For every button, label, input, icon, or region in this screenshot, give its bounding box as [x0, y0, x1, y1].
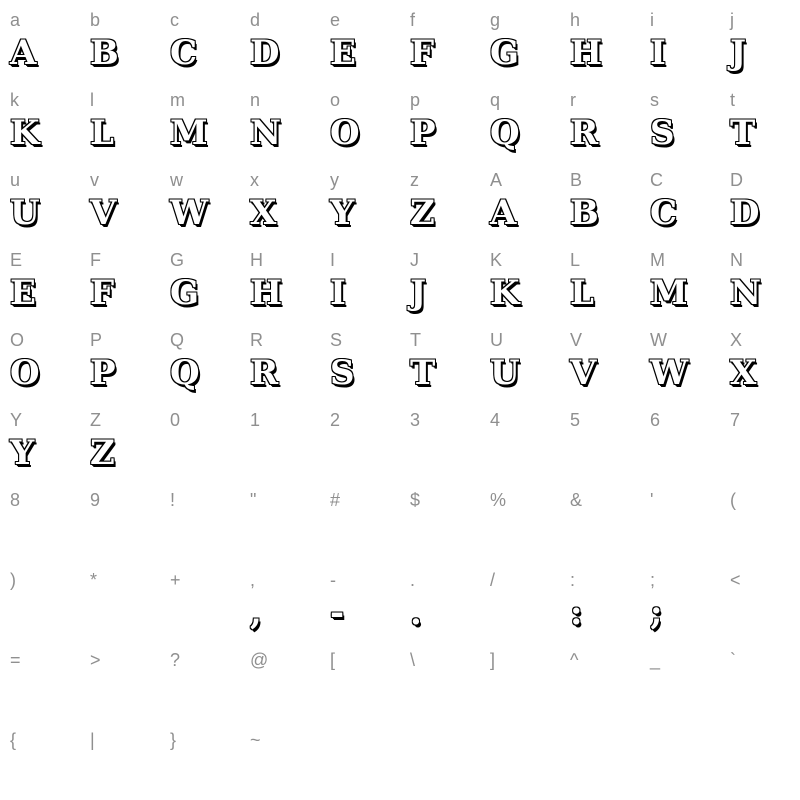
char-label: O: [10, 330, 25, 350]
char-glyph: C: [650, 193, 678, 233]
char-cell: [400, 480, 480, 560]
char-cell: [80, 720, 160, 800]
char-cell: [720, 320, 800, 400]
char-label: <: [730, 570, 741, 590]
char-label: U: [490, 330, 503, 350]
char-label: 2: [330, 410, 341, 430]
char-glyph: O: [10, 353, 40, 393]
char-label: S: [330, 330, 343, 350]
char-glyph: [170, 512, 240, 558]
char-glyph: T: [410, 353, 436, 393]
char-label: J: [410, 250, 419, 270]
char-cell: [240, 320, 320, 400]
char-glyph: -: [330, 593, 345, 633]
char-glyph: [250, 512, 320, 558]
char-label: =: [10, 650, 21, 670]
char-glyph: K: [10, 113, 40, 153]
char-glyph: I: [650, 33, 666, 73]
char-glyph: [570, 512, 640, 558]
char-cell: [160, 320, 240, 400]
char-cell: [720, 240, 800, 320]
char-cell: [240, 240, 320, 320]
char-cell: [0, 240, 80, 320]
char-label: l: [90, 90, 94, 110]
char-glyph: [570, 672, 640, 718]
char-glyph: B: [570, 193, 599, 233]
char-glyph: Z: [90, 433, 115, 473]
char-glyph: P: [90, 353, 116, 393]
char-cell: [560, 560, 640, 640]
char-glyph: Y: [330, 193, 355, 233]
char-label: Y: [10, 410, 23, 430]
char-cell: [80, 320, 160, 400]
char-glyph: ,: [250, 593, 262, 633]
char-cell: [80, 480, 160, 560]
char-glyph: F: [410, 33, 435, 73]
char-glyph: F: [90, 273, 115, 313]
char-glyph: [490, 512, 560, 558]
char-label: 6: [650, 410, 661, 430]
char-cell: [640, 240, 720, 320]
char-glyph: G: [170, 273, 200, 313]
char-glyph: I: [330, 273, 346, 313]
char-glyph: [170, 752, 240, 798]
char-label: K: [490, 250, 503, 270]
char-label: ^: [570, 650, 579, 670]
char-label: q: [490, 90, 501, 110]
char-label: u: [10, 170, 21, 190]
char-cell: [560, 160, 640, 240]
char-label: 8: [10, 490, 21, 510]
char-label: F: [90, 250, 101, 270]
char-cell: [400, 640, 480, 720]
char-label: 7: [730, 410, 741, 430]
char-label: a: [10, 10, 21, 30]
char-glyph: [250, 752, 320, 798]
char-glyph: [250, 432, 320, 478]
char-label: ]: [490, 650, 496, 670]
char-glyph: [170, 432, 240, 478]
char-label: A: [490, 170, 503, 190]
char-label: B: [570, 170, 583, 190]
char-label: *: [90, 570, 98, 590]
char-glyph: D: [250, 33, 280, 73]
char-cell: [640, 80, 720, 160]
char-cell: [80, 160, 160, 240]
char-cell: [240, 720, 320, 800]
char-cell: [80, 240, 160, 320]
char-label: /: [490, 570, 496, 590]
char-label: T: [410, 330, 421, 350]
char-label: @: [250, 650, 269, 670]
char-cell: [560, 0, 640, 80]
char-label: ,: [250, 570, 256, 590]
char-glyph: [90, 592, 160, 638]
char-label: $: [410, 490, 421, 510]
char-label: G: [170, 250, 185, 270]
char-glyph: C: [170, 33, 198, 73]
char-glyph: R: [250, 353, 279, 393]
char-label: Q: [170, 330, 185, 350]
char-label: !: [170, 490, 176, 510]
char-label: d: [250, 10, 261, 30]
char-glyph: [650, 512, 720, 558]
char-cell: [0, 480, 80, 560]
char-glyph: [330, 672, 400, 718]
char-label: }: [170, 730, 177, 750]
char-cell: [160, 720, 240, 800]
char-cell: [720, 400, 800, 480]
char-glyph: Y: [10, 433, 35, 473]
char-label: :: [570, 570, 576, 590]
char-cell: [480, 400, 560, 480]
char-glyph: P: [410, 113, 436, 153]
char-glyph: S: [650, 113, 675, 153]
char-glyph: V: [90, 193, 117, 233]
char-cell: [80, 80, 160, 160]
char-glyph: [490, 592, 560, 638]
char-cell: [720, 0, 800, 80]
char-label: i: [650, 10, 654, 30]
char-label: y: [330, 170, 339, 190]
char-glyph: [730, 672, 800, 718]
char-cell: [160, 160, 240, 240]
char-glyph: Q: [170, 353, 200, 393]
char-cell: [480, 640, 560, 720]
char-cell: [160, 400, 240, 480]
char-label: p: [410, 90, 421, 110]
char-cell: [160, 480, 240, 560]
char-label: h: [570, 10, 581, 30]
char-cell: [400, 80, 480, 160]
char-glyph: [90, 672, 160, 718]
char-cell: [400, 0, 480, 80]
char-glyph: E: [330, 33, 356, 73]
char-glyph: R: [570, 113, 599, 153]
char-label: `: [730, 650, 736, 670]
char-label: _: [650, 650, 661, 670]
char-cell: [240, 80, 320, 160]
char-cell: [480, 0, 560, 80]
char-cell: [160, 240, 240, 320]
char-glyph: [10, 672, 80, 718]
char-glyph: [170, 672, 240, 718]
char-glyph: [410, 672, 480, 718]
char-label: {: [10, 730, 17, 750]
char-label: w: [170, 170, 183, 190]
char-glyph: [170, 592, 240, 638]
char-cell: [160, 560, 240, 640]
char-glyph: [490, 432, 560, 478]
char-glyph: :: [570, 593, 583, 633]
char-label: R: [250, 330, 263, 350]
char-label: ?: [170, 650, 181, 670]
char-cell: [560, 320, 640, 400]
char-label: X: [730, 330, 743, 350]
char-cell: [640, 320, 720, 400]
char-glyph: [730, 432, 800, 478]
char-cell: [320, 160, 400, 240]
char-label: L: [570, 250, 581, 270]
char-glyph: N: [730, 273, 762, 313]
char-glyph: B: [90, 33, 119, 73]
char-cell: [240, 400, 320, 480]
char-cell: [0, 160, 80, 240]
char-label: 1: [250, 410, 261, 430]
char-cell: [720, 160, 800, 240]
char-cell: [160, 80, 240, 160]
char-label: ": [250, 490, 257, 510]
char-cell: [480, 560, 560, 640]
char-cell: [400, 240, 480, 320]
char-label: c: [170, 10, 179, 30]
char-label: H: [250, 250, 263, 270]
char-glyph: [10, 512, 80, 558]
char-cell: [320, 640, 400, 720]
char-label: k: [10, 90, 19, 110]
char-glyph: H: [570, 33, 603, 73]
char-label: I: [330, 250, 336, 270]
char-cell: [640, 480, 720, 560]
char-glyph: M: [170, 113, 208, 153]
char-label: |: [90, 730, 95, 750]
char-glyph: U: [10, 193, 40, 233]
char-glyph: [490, 672, 560, 718]
char-cell: [240, 0, 320, 80]
char-cell: [640, 400, 720, 480]
char-glyph: [330, 512, 400, 558]
char-glyph: .: [410, 593, 422, 633]
char-label: n: [250, 90, 261, 110]
char-label: &: [570, 490, 583, 510]
char-cell: [320, 0, 400, 80]
char-cell: [320, 400, 400, 480]
char-cell: [400, 400, 480, 480]
char-glyph: O: [330, 113, 360, 153]
char-label: t: [730, 90, 736, 110]
char-label: j: [730, 10, 734, 30]
char-glyph: G: [490, 33, 520, 73]
char-cell: [240, 560, 320, 640]
char-label: C: [650, 170, 663, 190]
char-cell: [0, 320, 80, 400]
char-cell: [320, 560, 400, 640]
char-cell: [480, 320, 560, 400]
char-label: ': [650, 490, 654, 510]
char-cell: [160, 640, 240, 720]
char-label: Z: [90, 410, 101, 430]
char-label: D: [730, 170, 743, 190]
char-cell: [0, 640, 80, 720]
char-label: M: [650, 250, 665, 270]
char-label: +: [170, 570, 181, 590]
char-cell: [480, 160, 560, 240]
char-label: g: [490, 10, 501, 30]
char-glyph: L: [570, 273, 594, 313]
char-label: 4: [490, 410, 501, 430]
char-glyph: [650, 672, 720, 718]
char-glyph: W: [170, 193, 209, 233]
char-cell: [400, 160, 480, 240]
char-label: P: [90, 330, 103, 350]
char-label: f: [410, 10, 416, 30]
char-label: ;: [650, 570, 656, 590]
char-label: x: [250, 170, 259, 190]
char-label: ): [10, 570, 16, 590]
char-cell: [320, 480, 400, 560]
char-glyph: Q: [490, 113, 520, 153]
char-label: %: [490, 490, 507, 510]
char-cell: [480, 80, 560, 160]
char-glyph: W: [650, 353, 689, 393]
char-cell: [0, 80, 80, 160]
char-glyph: X: [730, 353, 757, 393]
char-glyph: Z: [410, 193, 435, 233]
char-glyph: [570, 432, 640, 478]
char-glyph: J: [730, 33, 747, 73]
char-label: 0: [170, 410, 181, 430]
char-label: V: [570, 330, 583, 350]
char-glyph: K: [490, 273, 520, 313]
char-label: >: [90, 650, 101, 670]
char-glyph: A: [490, 193, 517, 233]
char-cell: [720, 480, 800, 560]
char-cell: [640, 0, 720, 80]
char-label: [: [330, 650, 336, 670]
char-label: (: [730, 490, 736, 510]
char-glyph: E: [10, 273, 36, 313]
char-label: -: [330, 570, 336, 590]
char-glyph: [730, 592, 800, 638]
char-cell: [240, 480, 320, 560]
char-cell: [560, 480, 640, 560]
char-label: m: [170, 90, 185, 110]
char-glyph: [330, 432, 400, 478]
char-label: 3: [410, 410, 421, 430]
char-cell: [720, 640, 800, 720]
char-glyph: D: [730, 193, 760, 233]
char-cell: [160, 0, 240, 80]
char-label: r: [570, 90, 576, 110]
char-label: W: [650, 330, 667, 350]
char-cell: [400, 320, 480, 400]
char-glyph: N: [250, 113, 282, 153]
char-label: z: [410, 170, 419, 190]
char-cell: [0, 720, 80, 800]
char-cell: [560, 80, 640, 160]
char-glyph: [650, 432, 720, 478]
char-cell: [560, 640, 640, 720]
char-cell: [240, 160, 320, 240]
char-glyph: ;: [650, 593, 663, 633]
char-glyph: [410, 432, 480, 478]
char-glyph: L: [90, 113, 114, 153]
char-cell: [560, 400, 640, 480]
char-glyph: H: [250, 273, 283, 313]
char-cell: [640, 560, 720, 640]
char-glyph: T: [730, 113, 756, 153]
char-cell: [480, 240, 560, 320]
char-glyph: A: [10, 33, 37, 73]
char-label: .: [410, 570, 416, 590]
char-glyph: V: [570, 353, 597, 393]
char-cell: [80, 400, 160, 480]
char-label: \: [410, 650, 416, 670]
char-glyph: M: [650, 273, 688, 313]
char-label: 9: [90, 490, 101, 510]
char-glyph: S: [330, 353, 355, 393]
char-cell: [640, 640, 720, 720]
char-glyph: U: [490, 353, 520, 393]
char-cell: [80, 560, 160, 640]
char-cell: [0, 0, 80, 80]
char-glyph: [90, 752, 160, 798]
char-cell: [640, 160, 720, 240]
char-label: ~: [250, 730, 261, 750]
char-label: e: [330, 10, 341, 30]
char-label: v: [90, 170, 99, 190]
char-glyph: [410, 512, 480, 558]
char-label: 5: [570, 410, 581, 430]
char-cell: [80, 640, 160, 720]
char-cell: [80, 0, 160, 80]
char-cell: [0, 400, 80, 480]
char-cell: [560, 240, 640, 320]
char-cell: [320, 240, 400, 320]
char-cell: [320, 320, 400, 400]
char-glyph: J: [410, 273, 427, 313]
char-glyph: [250, 672, 320, 718]
char-label: N: [730, 250, 743, 270]
char-cell: [720, 80, 800, 160]
char-glyph: [730, 512, 800, 558]
char-glyph: X: [250, 193, 277, 233]
char-label: o: [330, 90, 341, 110]
char-cell: [0, 560, 80, 640]
char-label: b: [90, 10, 101, 30]
char-cell: [720, 560, 800, 640]
char-label: s: [650, 90, 659, 110]
char-cell: [480, 480, 560, 560]
char-cell: [400, 560, 480, 640]
char-label: E: [10, 250, 23, 270]
char-glyph: [90, 512, 160, 558]
char-label: #: [330, 490, 341, 510]
char-cell: [240, 640, 320, 720]
char-glyph: [10, 592, 80, 638]
char-cell: [320, 80, 400, 160]
char-glyph: [10, 752, 80, 798]
